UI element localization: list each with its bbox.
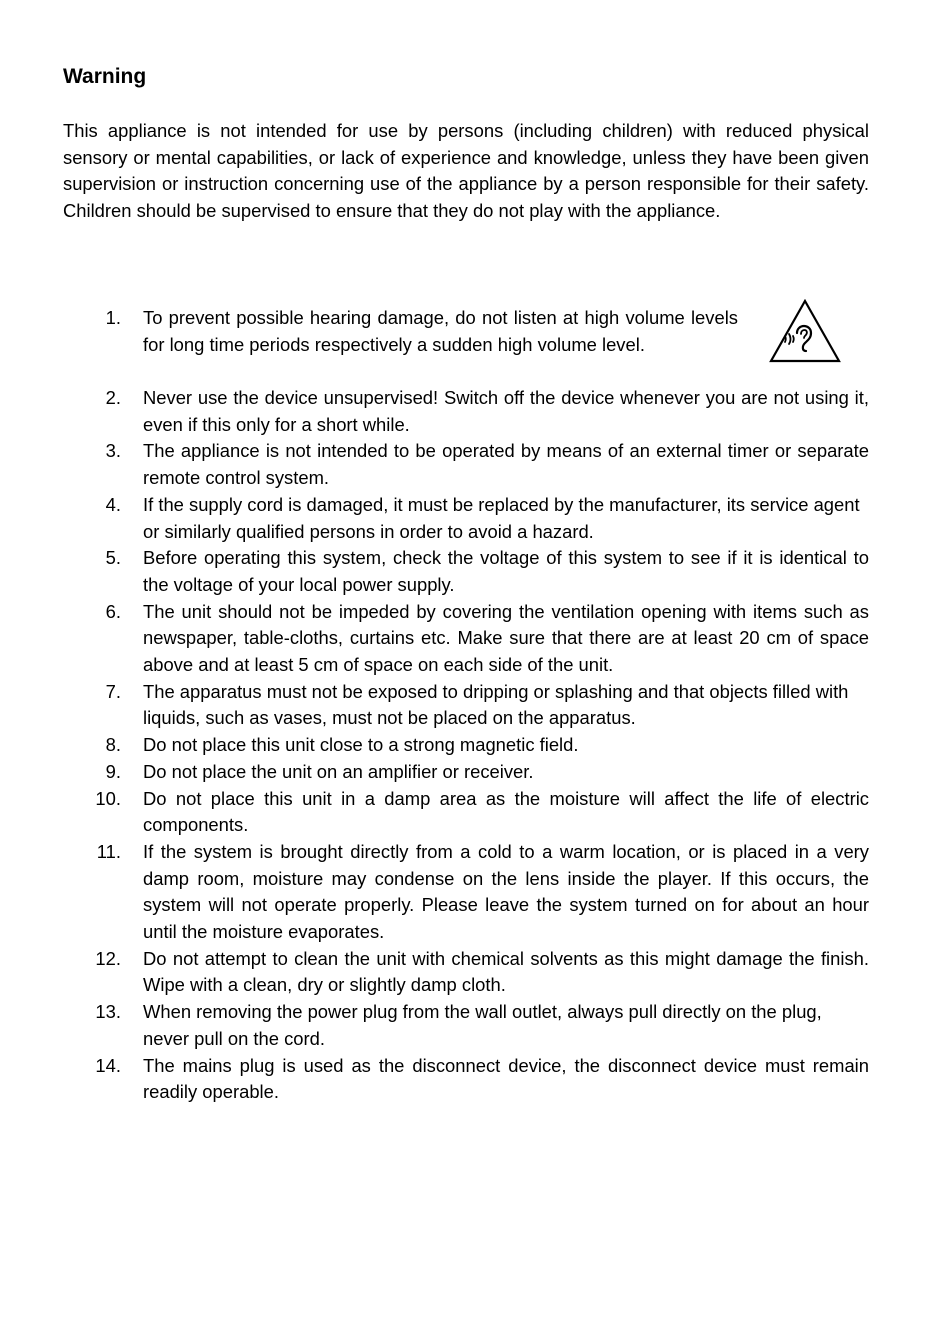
list-item [0, 679, 869, 732]
list-item-text: When removing the power plug from the wall outlet, always pull directly on the plug, never pull on the cord. [143, 1001, 822, 1049]
list-item-text: To prevent possible hearing damage, do not listen at high volume levels for long time periods respectively a sudden high volume level. [143, 307, 738, 355]
list-item-text: If the supply cord is damaged, it must be replaced by the manufacturer, its service agent or similarly qualified persons in order to avoid a hazard. [143, 493, 860, 542]
list-item [0, 438, 869, 491]
list-item-text: Never use the device unsupervised! Switch off the device whenever you are not using it, even if this only for a short while. [143, 387, 869, 435]
list-item [0, 1053, 869, 1106]
list-item-number: 3. [105, 440, 121, 462]
list-item-text: If the system is brought directly from a cold to a warm location, or is placed in a very damp room, moisture may condense on the lens inside the player. If this occurs, the system will not operate properly. Please leave the system turned on for about an hour until the moisture evaporates. [143, 840, 869, 943]
list-item [0, 759, 869, 786]
page-title: Warning [63, 65, 147, 88]
list-item [0, 492, 869, 545]
list-item [0, 786, 869, 839]
list-item-number: 9. [105, 760, 121, 782]
list-item-text: The appliance is not intended to be operated by means of an external timer or separate remote control system. [143, 440, 869, 489]
list-item-number: 14. [95, 1054, 121, 1076]
list-item-number: 5. [105, 547, 121, 569]
list-item-text: The apparatus must not be exposed to dripping or splashing and that objects filled with liquids, such as vases, must not be placed on the apparatus. [143, 680, 849, 729]
list-item [0, 839, 869, 946]
list-item-text: Do not place this unit in a damp area as the moisture will affect the life of electric components. [143, 787, 869, 836]
list-item-text: Do not place the unit on an amplifier or receiver. [143, 760, 534, 782]
list-item-text: The unit should not be impeded by covering the ventilation opening with items such as newspaper, table-cloths, curtains etc. Make sure that there are at least 20 cm of space above and at least 5 cm of space on each side of the unit. [143, 600, 869, 676]
list-item-number: 10. [95, 787, 121, 809]
list-item-text: Do not attempt to clean the unit with chemical solvents as this might damage the finish. Wipe with a clean, dry or slightly damp cloth. [143, 947, 869, 996]
list-item-number: 2. [105, 387, 121, 408]
list-item [0, 599, 869, 679]
list-item-number: 13. [95, 1001, 121, 1023]
list-item-number: 4. [105, 493, 121, 515]
list-item [0, 305, 738, 385]
list-item-number: 7. [105, 680, 121, 702]
list-item-text: Do not place this unit close to a strong magnetic field. [143, 734, 579, 756]
intro-paragraph: This appliance is not intended for use by persons (including children) with reduced physical sensory or mental capabilities, or lack of experience and knowledge, unless they have been given supervision or instruction concerning use of the appliance by a person responsible for their safety. Children should be supervised to ensure that they do not play with the appliance. [63, 120, 869, 222]
list-item-number: 1. [105, 307, 121, 328]
list-item [0, 545, 869, 598]
list-item-text: The mains plug is used as the disconnect device, the disconnect device must remain readily operable. [143, 1054, 869, 1103]
list-item [0, 999, 869, 1052]
list-item [0, 385, 869, 438]
list-item-number: 8. [105, 734, 121, 756]
list-item-number: 6. [105, 600, 121, 622]
list-item-text: Before operating this system, check the voltage of this system to see if it is identical to the voltage of your local power supply. [143, 547, 869, 595]
list-item-number: 11. [96, 840, 121, 862]
warning-list [0, 305, 933, 1106]
list-item [0, 732, 869, 759]
list-item [0, 946, 869, 999]
list-item-number: 12. [95, 947, 121, 969]
